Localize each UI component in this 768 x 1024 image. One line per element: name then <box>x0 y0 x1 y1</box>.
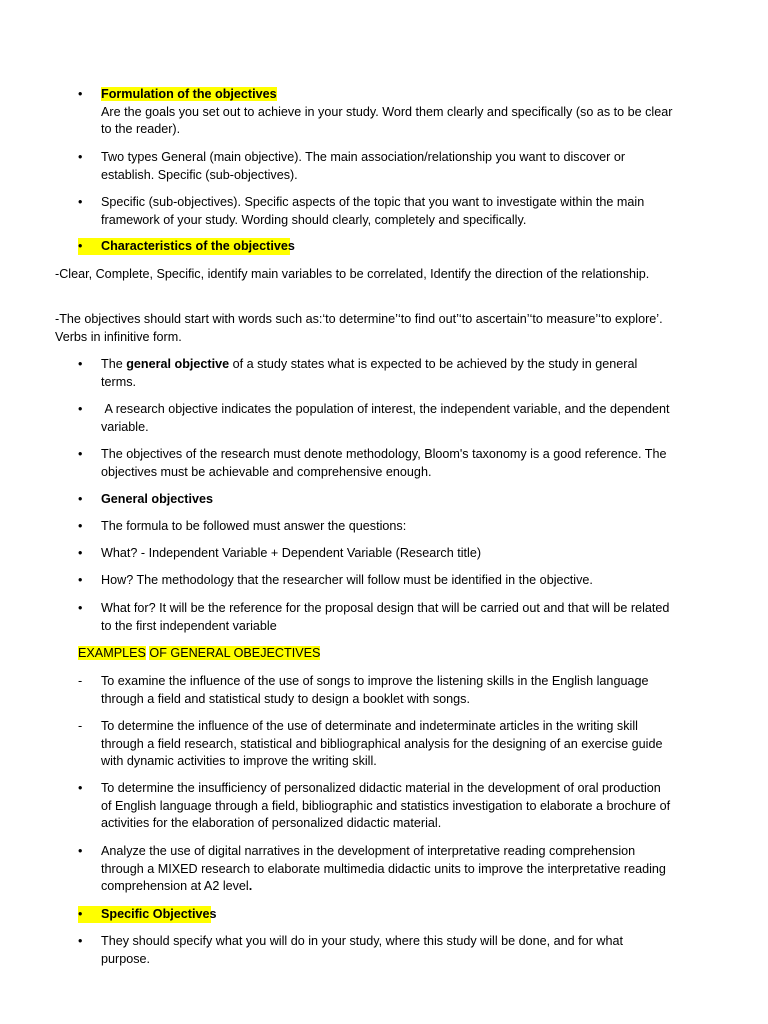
bullet-marker: • <box>78 601 83 615</box>
example-text: To examine the influence of the use of songs to improve the listening skills in the English language through a field and statistical study to design a booklet with songs. <box>101 674 649 706</box>
bullet-marker: • <box>78 402 83 416</box>
examples-heading-part1: EXAMPLES <box>78 646 146 660</box>
bullet-marker: • <box>78 546 83 560</box>
bullet-marker: • <box>78 844 83 858</box>
what-text: What? - Independent Variable + Dependent Variable (Research title) <box>101 546 482 560</box>
what-for-text: What for? It will be the reference for the proposal design that will be carried out and that will be related to the first independent variable <box>101 601 670 633</box>
formula-text: The formula to be followed must answer the questions: <box>101 519 407 533</box>
section-heading-characteristics: Characteristics of the objectives <box>101 239 295 253</box>
bullet-marker: • <box>78 150 83 164</box>
bullet-marker: • <box>78 934 83 948</box>
analyze-text: Analyze the use of digital narratives in the development of interpretative reading comprehension through a MIXED research to elaborate multimedia didactic units to improve the interpretative reading comprehension at A2 level <box>101 844 666 893</box>
bullet-marker: • <box>78 447 83 461</box>
bold-term: general objective <box>126 357 230 371</box>
bullet-marker: • <box>78 239 83 253</box>
example-text: To determine the influence of the use of determinate and indeterminate articles in the writing skill through a field research, statistical and bibliographical analysis for the designing of an exercise guide with dynamic activities to improve the writing skill. <box>101 719 663 768</box>
section-heading-general-objectives: General objectives <box>101 492 213 506</box>
examples-heading <box>78 645 320 663</box>
bullet-marker: • <box>78 87 83 101</box>
text-fragment: of a study states what is expected to be achieved by the study in general terms. <box>101 357 638 389</box>
how-text: How? The methodology that the researcher will follow must be identified in the objective. <box>101 573 593 587</box>
section-heading-formulation: Formulation of the objectives <box>101 87 277 101</box>
dash-marker: - <box>78 674 83 688</box>
dash-marker: - <box>78 719 83 733</box>
analyze-end: . <box>248 879 253 893</box>
example-text: To determine the insufficiency of personalized didactic material in the development of oral production of English language through a field, bibliographic and statistics investigation to elaborate a brochure of activities for the elaboration of personalized didactic material. <box>101 781 671 830</box>
bullet-marker: • <box>78 195 83 209</box>
bullet-marker: • <box>78 907 83 921</box>
bullet-marker: • <box>78 519 83 533</box>
bullet-marker: • <box>78 492 83 506</box>
two-types-text: Two types General (main objective). The main association/relationship you want to discover or establish. Specific (sub-objectives). <box>101 150 626 182</box>
text-fragment: The <box>101 357 127 371</box>
bullet-marker: • <box>78 573 83 587</box>
examples-heading-part2: OF GENERAL OBEJECTIVES <box>149 646 321 660</box>
paragraph-start-words: -The objectives should start with words such as:‘to determine’‘to find out’‘to ascertain’‘to measure’‘to explore’. Verbs in infinitive form. <box>55 312 663 344</box>
section-heading-specific-objectives: Specific Objectives <box>101 907 217 921</box>
bullet-marker: • <box>78 781 83 795</box>
paragraph-clear: -Clear, Complete, Specific, identify main variables to be correlated, Identify the direction of the relationship. <box>55 267 650 281</box>
research-objective-text: A research objective indicates the population of interest, the independent variable, and the dependent variable. <box>101 402 674 434</box>
bullet-marker: • <box>78 357 83 371</box>
formulation-text: Are the goals you set out to achieve in your study. Word them clearly and specifically (so as to be clear to the reader). <box>101 104 673 136</box>
specify-text: They should specify what you will do in your study, where this study will be done, and for what purpose. <box>101 934 623 966</box>
specific-sub-text: Specific (sub-objectives). Specific aspects of the topic that you want to investigate within the main framework of your study. Wording should clearly, completely and specifically. <box>101 195 645 227</box>
objectives-research-text: The objectives of the research must denote methodology, Bloom's taxonomy is a good reference. The objectives must be achievable and comprehensive enough. <box>101 447 667 479</box>
